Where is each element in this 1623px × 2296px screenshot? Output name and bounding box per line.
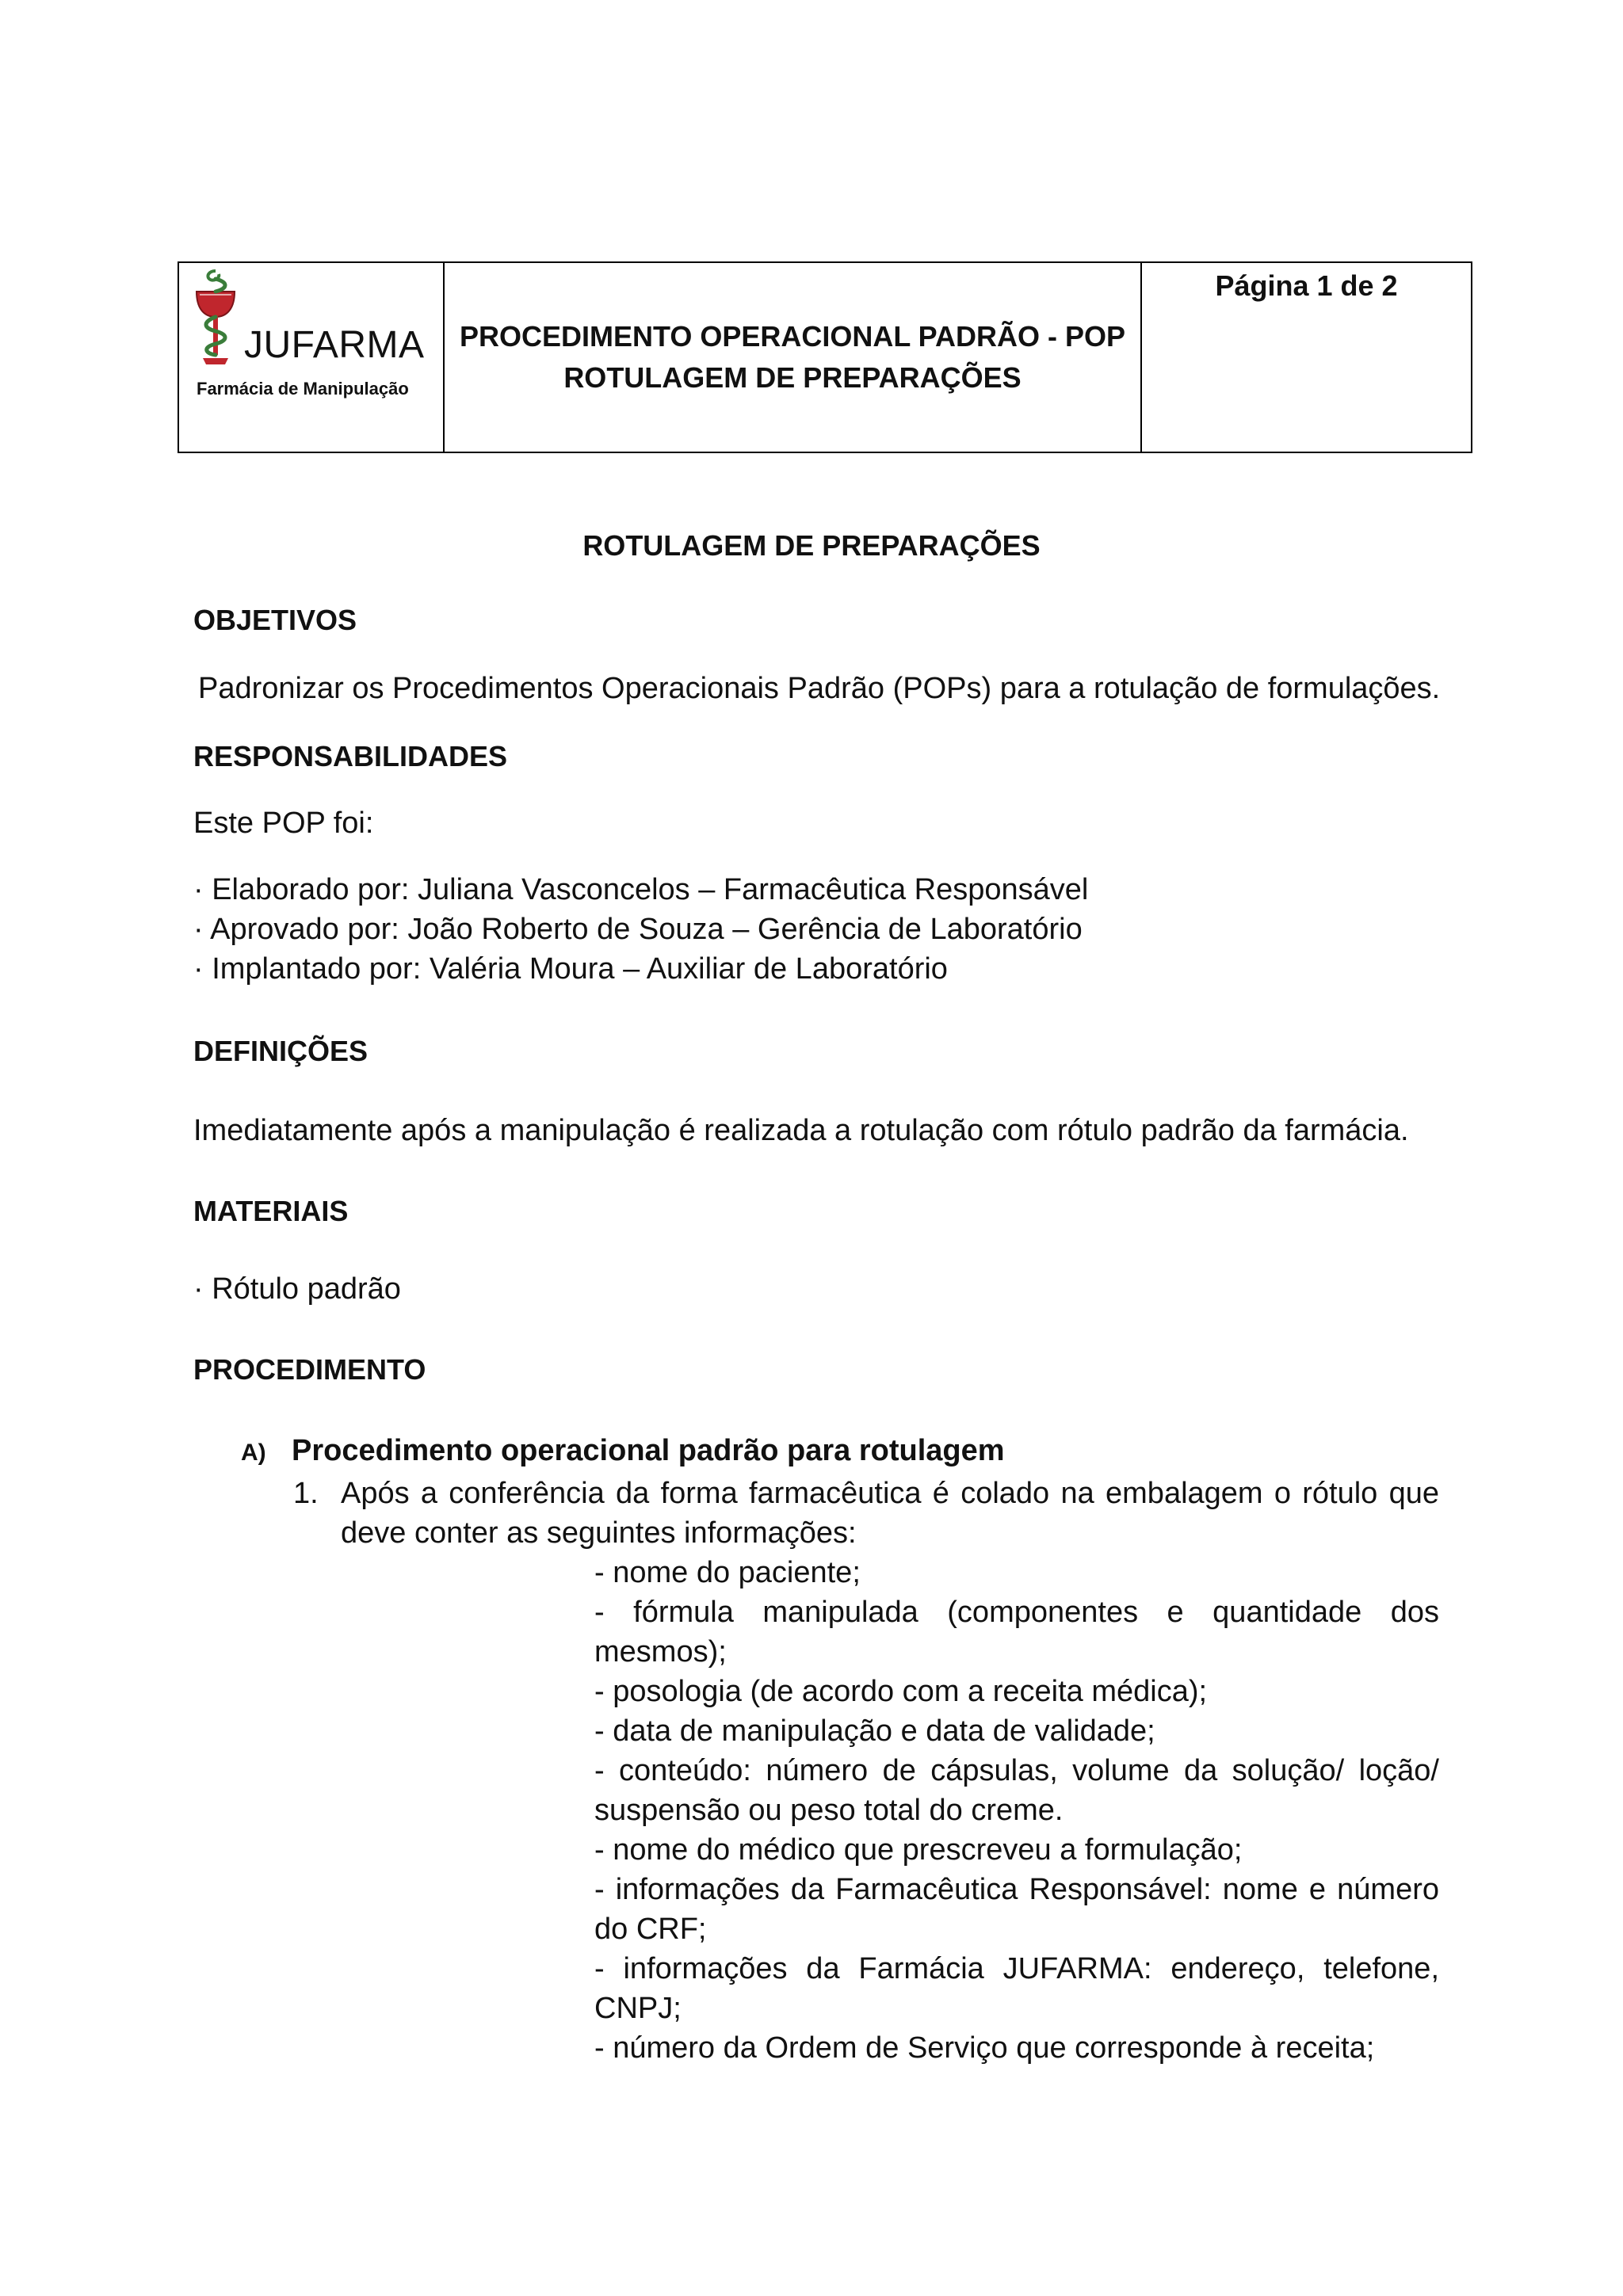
- objetivos-text: Padronizar os Procedimentos Operacionais Padrão (POPs) para a rotulação de formulações.: [198, 672, 1441, 705]
- heading-objetivos: OBJETIVOS: [193, 604, 357, 636]
- header-title-cell: [445, 263, 1142, 452]
- document-title: ROTULAGEM DE PREPARAÇÕES: [582, 529, 1041, 562]
- label-info-list: [594, 1553, 1439, 2068]
- step-text: Após a conferência da forma farmacêutica é colado na embalagem o rótulo que deve conter as seguintes informações:: [341, 1477, 1439, 1550]
- heading-definicoes: DEFINIÇÕES: [193, 1035, 369, 1067]
- list-item: - data de manipulação e data de validade;: [594, 1714, 1155, 1748]
- heading-procedimento: PROCEDIMENTO: [193, 1353, 426, 1386]
- subsection-heading: [241, 1434, 1005, 1468]
- heading-responsabilidades: RESPONSABILIDADES: [193, 740, 508, 772]
- list-item: - posologia (de acordo com a receita médica);: [594, 1675, 1208, 1708]
- logo-cell: [179, 263, 445, 452]
- logo-subtitle: Farmácia de Manipulação: [197, 379, 409, 399]
- step-number: 1.: [293, 1477, 319, 1510]
- list-item: - conteúdo: número de cápsulas, volume da solução/ loção/ suspensão ou peso total do creme.: [594, 1754, 1439, 1827]
- header-table: [178, 261, 1472, 453]
- header-title-line2: ROTULAGEM DE PREPARAÇÕES: [563, 361, 1022, 394]
- definicoes-text: Imediatamente após a manipulação é realizada a rotulação com rótulo padrão da farmácia.: [193, 1114, 1409, 1147]
- logo-name: JUFARMA: [244, 324, 425, 366]
- caduceus-bowl-icon: [192, 268, 239, 366]
- list-item: - informações da Farmacêutica Responsável: nome e número do CRF;: [594, 1873, 1439, 1946]
- subsection-title: Procedimento operacional padrão para rotulagem: [292, 1434, 1005, 1467]
- heading-materiais: MATERIAIS: [193, 1195, 349, 1227]
- header-title-line1: PROCEDIMENTO OPERACIONAL PADRÃO - POP: [459, 320, 1126, 353]
- list-item: - informações da Farmácia JUFARMA: endereço, telefone, CNPJ;: [594, 1952, 1439, 2025]
- list-item: · Elaborado por: Juliana Vasconcelos – Farmacêutica Responsável: [193, 873, 1089, 906]
- procedure-step: [293, 1474, 1439, 1553]
- page-info-cell: [1142, 263, 1471, 452]
- responsabilidades-intro: Este POP foi:: [193, 807, 374, 840]
- list-item: · Rótulo padrão: [193, 1272, 401, 1306]
- list-item: · Aprovado por: João Roberto de Souza – Gerência de Laboratório: [193, 913, 1083, 946]
- list-item: - fórmula manipulada (componentes e quantidade dos mesmos);: [594, 1596, 1439, 1669]
- list-item: - nome do paciente;: [594, 1556, 861, 1589]
- subsection-marker: A): [241, 1440, 266, 1466]
- list-item: - nome do médico que prescreveu a formulação;: [594, 1833, 1243, 1867]
- page-number: Página 1 de 2: [1215, 269, 1398, 302]
- list-item: - número da Ordem de Serviço que corresponde à receita;: [594, 2031, 1375, 2065]
- list-item: · Implantado por: Valéria Moura – Auxiliar de Laboratório: [193, 952, 948, 986]
